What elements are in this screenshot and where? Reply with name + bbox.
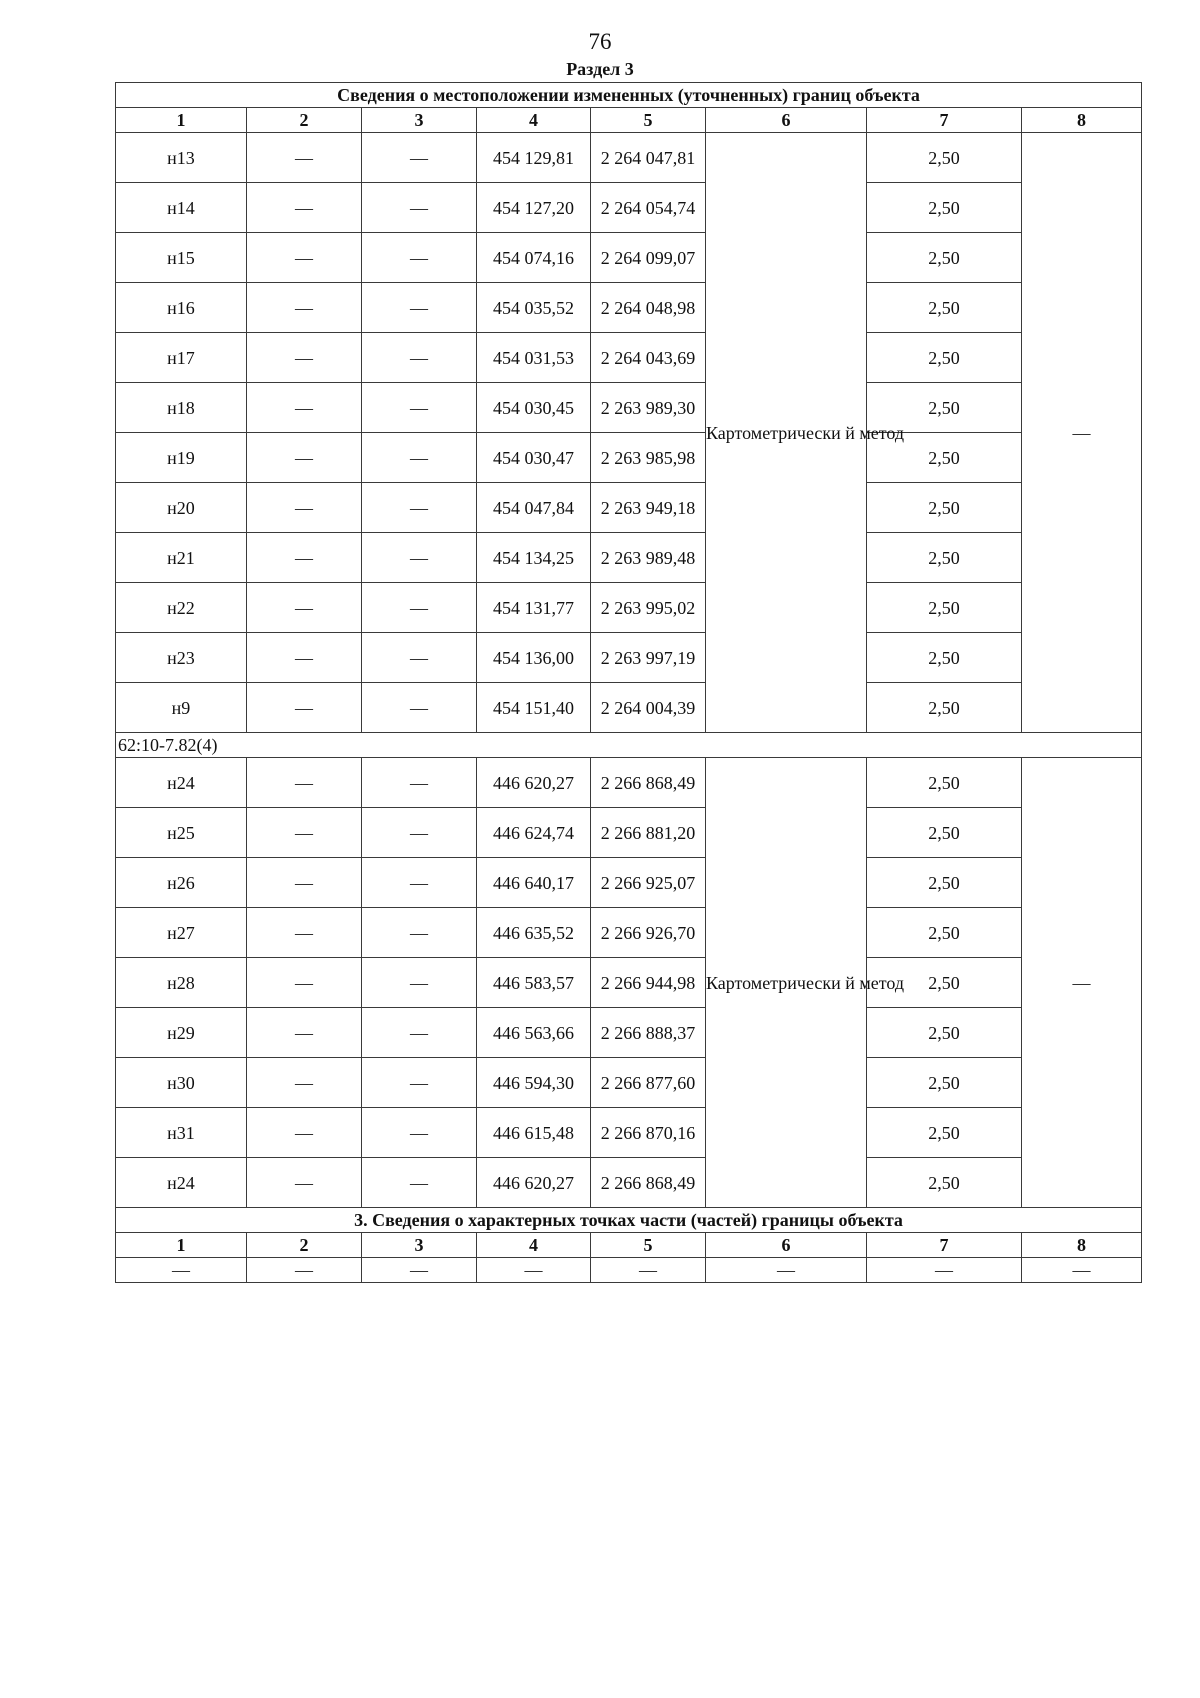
col3-value: — [362,1158,477,1208]
x-coordinate: 454 136,00 [477,633,591,683]
y-coordinate: 2 266 868,49 [591,1158,706,1208]
accuracy-value: 2,50 [867,133,1022,183]
x-coordinate: 454 047,84 [477,483,591,533]
table-row [116,1158,1142,1208]
accuracy-value: 2,50 [867,1058,1022,1108]
col3-value: — [362,908,477,958]
table-row [116,583,1142,633]
page-number: 76 [588,29,612,54]
accuracy-value: 2,50 [867,433,1022,483]
x-coordinate: 446 615,48 [477,1108,591,1158]
y-coordinate: 2 264 054,74 [591,183,706,233]
x-coordinate: 446 635,52 [477,908,591,958]
point-id: н13 [116,133,247,183]
col2-value: — [247,1058,362,1108]
col3-value: — [362,1008,477,1058]
col3-value: — [362,858,477,908]
point-id: н28 [116,958,247,1008]
col2-value: — [247,433,362,483]
table-row [116,858,1142,908]
col2-value: — [247,583,362,633]
table-row [116,333,1142,383]
point-id: н30 [116,1058,247,1108]
col2-value: — [247,958,362,1008]
column-number: 8 [1022,108,1142,133]
table-title: Сведения о местоположении измененных (уточненных) границ объекта [116,83,1142,108]
point-id: н18 [116,383,247,433]
x-coordinate: 446 640,17 [477,858,591,908]
accuracy-value: 2,50 [867,1108,1022,1158]
col3-value: — [362,683,477,733]
x-coordinate: 446 563,66 [477,1008,591,1058]
col3-value: — [362,483,477,533]
accuracy-value: 2,50 [867,233,1022,283]
empty-cell: — [591,1258,706,1283]
col2-value: — [247,1108,362,1158]
col2-value: — [247,633,362,683]
point-id: н9 [116,683,247,733]
col2-value: — [247,233,362,283]
point-id: н20 [116,483,247,533]
subsection-title: 3. Сведения о характерных точках части (частей) границы объекта [116,1208,1142,1233]
col3-value: — [362,583,477,633]
table-row [116,283,1142,333]
empty-cell: — [116,1258,247,1283]
x-coordinate: 454 035,52 [477,283,591,333]
x-coordinate: 454 134,25 [477,533,591,583]
col2-value: — [247,533,362,583]
accuracy-value: 2,50 [867,283,1022,333]
x-coordinate: 454 030,47 [477,433,591,483]
col2-value: — [247,1158,362,1208]
accuracy-value: 2,50 [867,333,1022,383]
table-row [116,533,1142,583]
point-id: н19 [116,433,247,483]
x-coordinate: 446 620,27 [477,1158,591,1208]
table-row [116,758,1142,808]
point-id: н26 [116,858,247,908]
column-number: 1 [116,1233,247,1258]
col2-value: — [247,133,362,183]
accuracy-value: 2,50 [867,483,1022,533]
x-coordinate: 454 030,45 [477,383,591,433]
col2-value: — [247,908,362,958]
table-row [116,183,1142,233]
y-coordinate: 2 266 870,16 [591,1108,706,1158]
table-row [116,958,1142,1008]
table-row [116,908,1142,958]
y-coordinate: 2 263 989,30 [591,383,706,433]
empty-cell: — [706,1258,867,1283]
x-coordinate: 454 129,81 [477,133,591,183]
parcel-row [116,733,1142,758]
empty-cell: — [247,1258,362,1283]
y-coordinate: 2 263 995,02 [591,583,706,633]
col3-value: — [362,1108,477,1158]
x-coordinate: 446 620,27 [477,758,591,808]
x-coordinate: 446 594,30 [477,1058,591,1108]
accuracy-value: 2,50 [867,908,1022,958]
x-coordinate: 454 131,77 [477,583,591,633]
subsection-title-row [116,1208,1142,1233]
boundary-table [115,82,1142,1283]
col2-value: — [247,483,362,533]
y-coordinate: 2 266 868,49 [591,758,706,808]
point-id: н15 [116,233,247,283]
column-number: 7 [867,108,1022,133]
point-id: н24 [116,758,247,808]
accuracy-value: 2,50 [867,758,1022,808]
accuracy-value: 2,50 [867,533,1022,583]
table-title-row [116,83,1142,108]
column-number: 5 [591,108,706,133]
y-coordinate: 2 264 099,07 [591,233,706,283]
col2-value: — [247,683,362,733]
table-row [116,433,1142,483]
column-number: 1 [116,108,247,133]
y-coordinate: 2 264 047,81 [591,133,706,183]
col8-value: — [1022,758,1142,1208]
column-number: 8 [1022,1233,1142,1258]
accuracy-value: 2,50 [867,808,1022,858]
col3-value: — [362,183,477,233]
x-coordinate: 446 583,57 [477,958,591,1008]
table-row [116,1058,1142,1108]
x-coordinate: 454 151,40 [477,683,591,733]
col2-value: — [247,183,362,233]
point-id: н23 [116,633,247,683]
column-number: 7 [867,1233,1022,1258]
col2-value: — [247,283,362,333]
col3-value: — [362,758,477,808]
x-coordinate: 454 031,53 [477,333,591,383]
col3-value: — [362,333,477,383]
col2-value: — [247,758,362,808]
table-row [116,1108,1142,1158]
accuracy-value: 2,50 [867,683,1022,733]
x-coordinate: 454 127,20 [477,183,591,233]
accuracy-value: 2,50 [867,1158,1022,1208]
col2-value: — [247,383,362,433]
col2-value: — [247,333,362,383]
point-id: н27 [116,908,247,958]
accuracy-value: 2,50 [867,858,1022,908]
y-coordinate: 2 264 043,69 [591,333,706,383]
table-row [116,683,1142,733]
y-coordinate: 2 266 925,07 [591,858,706,908]
accuracy-value: 2,50 [867,383,1022,433]
y-coordinate: 2 264 048,98 [591,283,706,333]
column-number: 5 [591,1233,706,1258]
col3-value: — [362,133,477,183]
x-coordinate: 454 074,16 [477,233,591,283]
accuracy-value: 2,50 [867,1008,1022,1058]
table-row [116,233,1142,283]
y-coordinate: 2 266 944,98 [591,958,706,1008]
point-id: н25 [116,808,247,858]
column-number: 4 [477,1233,591,1258]
point-id: н21 [116,533,247,583]
col3-value: — [362,283,477,333]
section-title: Раздел 3 [566,59,634,79]
parcel-label: 62:10-7.82(4) [116,733,1142,758]
y-coordinate: 2 263 997,19 [591,633,706,683]
empty-cell: — [1022,1258,1142,1283]
table-row [116,133,1142,183]
method-cell: Картометрически й метод [706,133,867,733]
col3-value: — [362,958,477,1008]
subsection-empty-row [116,1258,1142,1283]
table-row [116,383,1142,433]
accuracy-value: 2,50 [867,583,1022,633]
column-number: 2 [247,108,362,133]
y-coordinate: 2 263 985,98 [591,433,706,483]
table-row [116,483,1142,533]
column-number-row [116,108,1142,133]
col3-value: — [362,383,477,433]
point-id: н24 [116,1158,247,1208]
method-cell: Картометрически й метод [706,758,867,1208]
column-number: 2 [247,1233,362,1258]
column-number: 6 [706,1233,867,1258]
accuracy-value: 2,50 [867,183,1022,233]
col3-value: — [362,433,477,483]
empty-cell: — [477,1258,591,1283]
column-number: 6 [706,108,867,133]
table-row [116,1008,1142,1058]
point-id: н16 [116,283,247,333]
y-coordinate: 2 263 949,18 [591,483,706,533]
col3-value: — [362,1058,477,1108]
empty-cell: — [867,1258,1022,1283]
table-row [116,633,1142,683]
empty-cell: — [362,1258,477,1283]
accuracy-value: 2,50 [867,633,1022,683]
column-number: 3 [362,1233,477,1258]
y-coordinate: 2 266 926,70 [591,908,706,958]
y-coordinate: 2 264 004,39 [591,683,706,733]
col3-value: — [362,633,477,683]
col8-value: — [1022,133,1142,733]
y-coordinate: 2 266 888,37 [591,1008,706,1058]
x-coordinate: 446 624,74 [477,808,591,858]
point-id: н17 [116,333,247,383]
subsection-column-number-row [116,1233,1142,1258]
column-number: 4 [477,108,591,133]
col2-value: — [247,1008,362,1058]
point-id: н14 [116,183,247,233]
col3-value: — [362,533,477,583]
col2-value: — [247,808,362,858]
point-id: н31 [116,1108,247,1158]
table-row [116,808,1142,858]
point-id: н29 [116,1008,247,1058]
col2-value: — [247,858,362,908]
col3-value: — [362,233,477,283]
y-coordinate: 2 263 989,48 [591,533,706,583]
y-coordinate: 2 266 881,20 [591,808,706,858]
column-number: 3 [362,108,477,133]
accuracy-value: 2,50 [867,958,1022,1008]
col3-value: — [362,808,477,858]
point-id: н22 [116,583,247,633]
y-coordinate: 2 266 877,60 [591,1058,706,1108]
